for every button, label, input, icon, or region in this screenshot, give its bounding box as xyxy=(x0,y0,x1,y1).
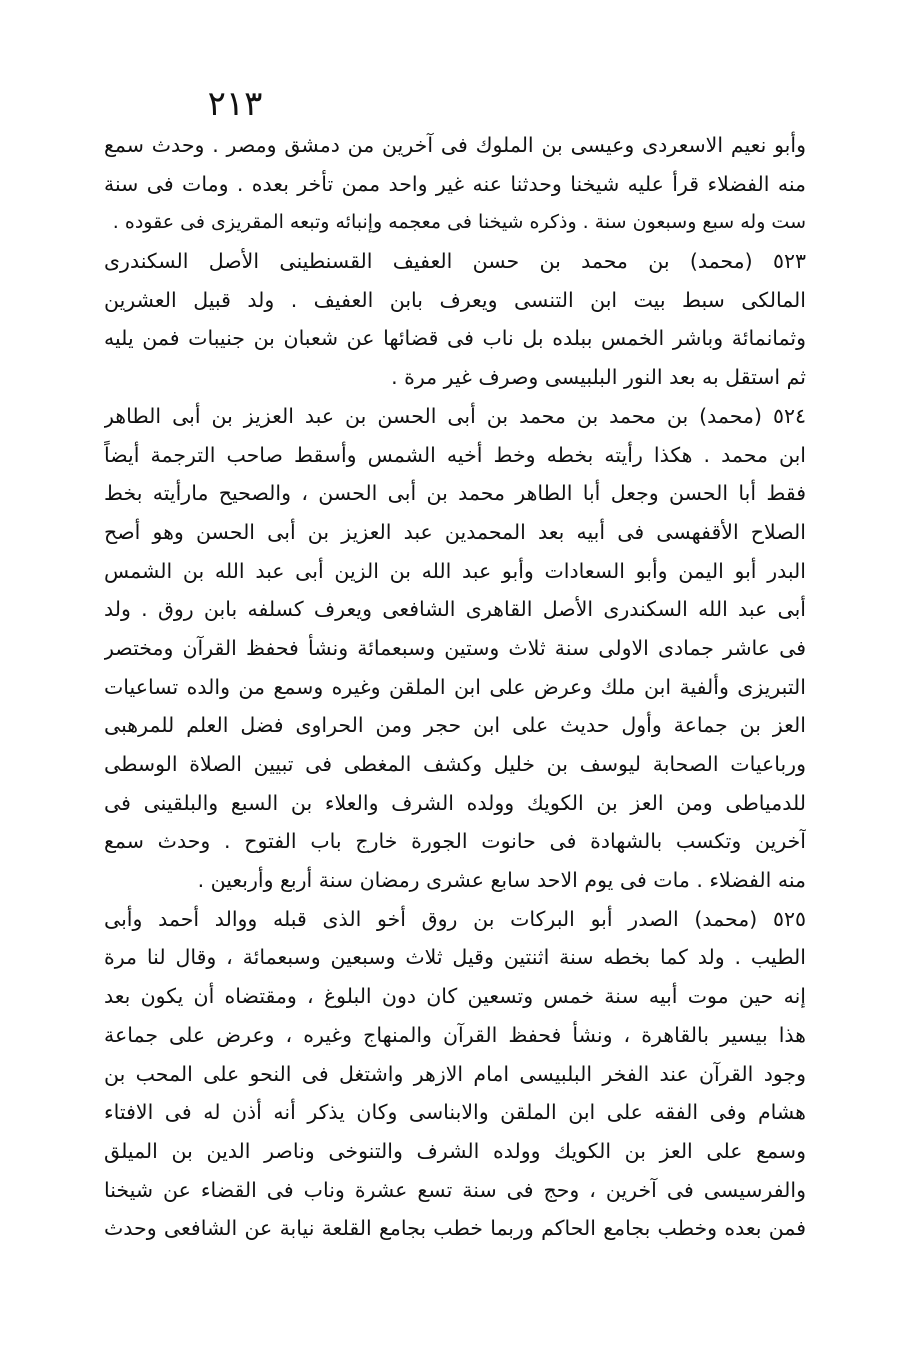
text-line: منه الفضلاء . مات فى يوم الاحد سابع عشرى رمضان سنة أربع وأربعين . xyxy=(197,868,806,893)
text-line: ثم استقل به بعد النور البلبيسى وصرف غير مرة . xyxy=(391,365,806,390)
text-line: التبريزى وألفية ابن ملك وعرض على ابن الملقن وغيره وسمع من والده تساعيات xyxy=(104,674,806,699)
text-line: وسمع على العز بن الكويك وولده الشرف والتنوخى وناصر الدين بن الميلق xyxy=(104,1138,806,1163)
text-line: ٥٢٥ (محمد) الصدر أبو البركات بن روق أخو الذى قبله ووالد أحمد وأبى xyxy=(104,906,806,931)
body-text xyxy=(104,126,806,1248)
text-line: الطيب . ولد كما بخطه سنة اثنتين وقيل ثلاث وسبعين وسبعمائة ، وقال لنا مرة xyxy=(104,945,806,970)
text-line: ٥٢٤ (محمد) بن محمد بن محمد بن أبى الحسن بن عبد العزيز بن أبى الطاهر xyxy=(104,403,806,428)
text-line: ورباعيات الصحابة ليوسف بن خليل وكشف المغطى فى تبيين الصلاة الوسطى xyxy=(104,752,806,776)
text-line: منه الفضلاء قرأ عليه شيخنا وحدثنا عنه غير واحد ممن تأخر بعده . ومات فى سنة xyxy=(104,171,806,196)
text-line: ٥٢٣ (محمد) بن محمد بن حسن العفيف القسنطينى الأصل السكندرى xyxy=(104,249,806,274)
text-line: هشام وفى الفقه على ابن الملقن والابناسى وكان يذكر أنه أذن له فى الافتاء xyxy=(104,1100,806,1125)
text-line: فقط أبا الحسن وجعل أبا الطاهر محمد بن أبى الحسن ، والصحيح مارأيته بخط xyxy=(104,481,806,506)
text-line: وجود القرآن عند الفخر البلبيسى امام الازهر واشتغل فى النحو على المحب بن xyxy=(104,1061,806,1086)
text-line: فى عاشر جمادى الاولى سنة ثلاث وستين وسبعمائة ونشأ فحفظ القرآن ومختصر xyxy=(104,635,806,660)
text-line: للدمياطى ومن العز بن الكويك وولده الشرف والعلاء بن السبع والبلقينى فى xyxy=(104,790,806,815)
text-line: أبى عبد الله السكندرى الأصل القاهرى الشافعى ويعرف كسلفه بابن روق . ولد xyxy=(104,597,806,622)
text-line: فمن بعده وخطب بجامع الحاكم وربما خطب بجامع القلعة نيابة عن الشافعى وحدث xyxy=(104,1216,806,1241)
text-line: آخرين وتكسب بالشهادة فى حانوت الجورة خارج باب الفتوح . وحدث سمع xyxy=(104,829,806,854)
text-line: ابن محمد . هكذا رأيته بخطه وخط أخيه الشمس وأسقط صاحب الترجمة أيضاً xyxy=(104,442,806,467)
text-line: البدر أبو اليمن وأبو السعادات وأبو عبد الله بن الزين أبى عبد الله بن الشمس xyxy=(104,558,806,583)
text-line: الصلاح الأقفهسى فى أبيه بعد المحمدين عبد العزيز بن أبى الحسن وهو أصح xyxy=(104,519,806,544)
text-line: وثمانمائة وباشر الخمس ببلده بل ناب فى قضائها عن شعبان بن جنيبات فمن يليه xyxy=(104,326,806,351)
text-line: وأبو نعيم الاسعردى وعيسى بن الملوك فى آخرين من دمشق ومصر . وحدث سمع xyxy=(104,133,806,157)
text-line: المالكى سبط بيت ابن التنسى ويعرف بابن العفيف . ولد قبيل العشرين xyxy=(104,287,806,312)
text-line: العز بن جماعة وأول حديث على ابن حجر ومن الحراوى فضل العلم للمرهبى xyxy=(104,713,806,738)
text-line: ست وله سبع وسبعون سنة . وذكره شيخنا فى معجمه وإنبائه وتبعه المقريزى فى عقوده . xyxy=(112,211,806,234)
text-line: هذا بيسير بالقاهرة ، ونشأ فحفظ القرآن والمنهاج وغيره ، وعرض على جماعة xyxy=(104,1022,806,1047)
page-number: ٢١٣ xyxy=(207,84,263,124)
text-line: إنه حين موت أبيه سنة خمس وتسعين كان دون البلوغ ، ومقتضاه أن يكون بعد xyxy=(104,984,806,1009)
text-line: والفرسيسى فى آخرين ، وحج فى سنة تسع عشرة وناب فى القضاء عن شيخنا xyxy=(104,1177,806,1202)
